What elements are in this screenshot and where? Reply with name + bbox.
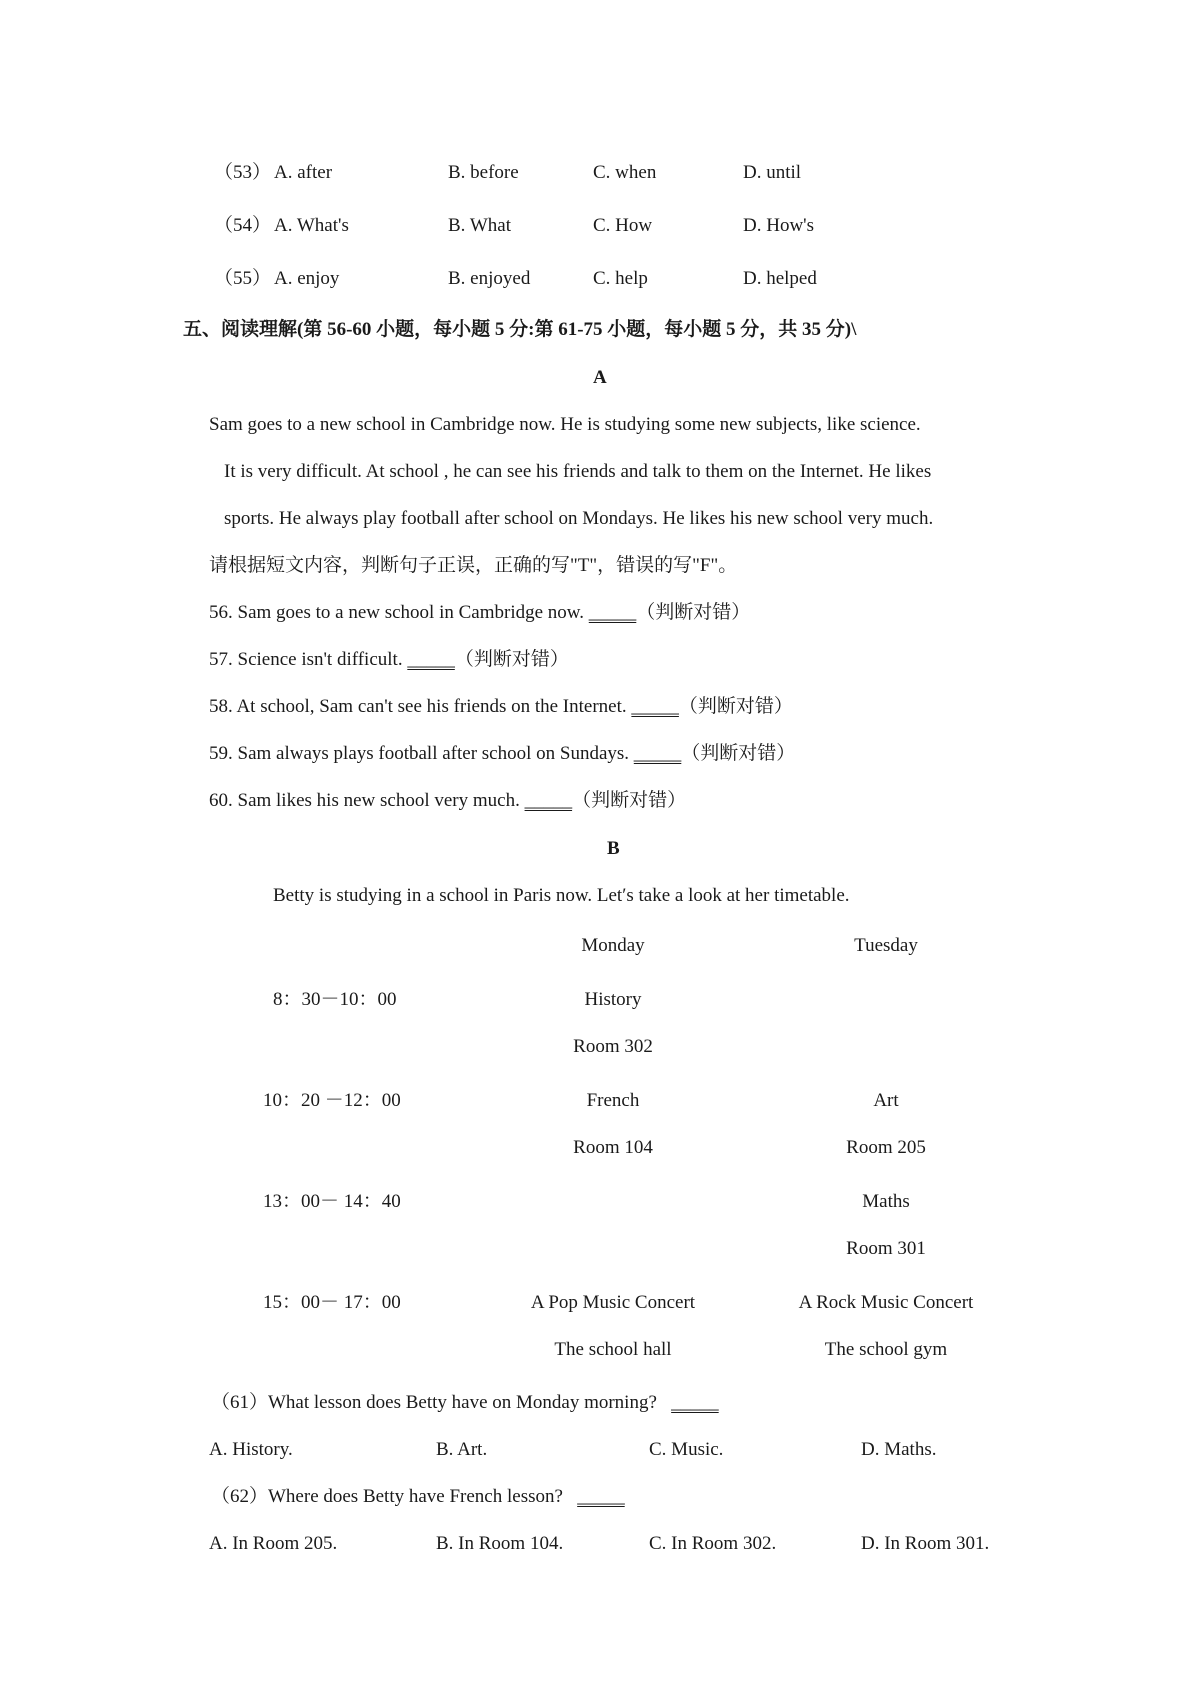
option-d: D. helped bbox=[743, 268, 817, 289]
question-56 bbox=[209, 603, 750, 622]
question-text: 56. Sam goes to a new school in Cambridge now. bbox=[209, 602, 585, 623]
timetable-cell-subject: Maths bbox=[862, 1191, 910, 1212]
option-b[interactable]: B. In Room 104. bbox=[436, 1533, 564, 1554]
timetable-cell-subject: French bbox=[586, 1090, 640, 1111]
question-text: 58. At school, Sam can't see his friends on the Internet. bbox=[209, 696, 627, 717]
timetable-time: 15：00－ 17：00 bbox=[263, 1292, 401, 1313]
timetable-time: 8：30－10：00 bbox=[273, 989, 397, 1010]
option-c[interactable]: C. Music. bbox=[649, 1439, 724, 1460]
question-61 bbox=[211, 1393, 719, 1412]
option-d: D. until bbox=[743, 162, 802, 183]
option-b: B. enjoyed bbox=[448, 268, 531, 289]
question-note: （判断对错） bbox=[678, 696, 793, 717]
passage-a-instruction: 请根据短文内容，判断句子正误，正确的写"T"，错误的写"F"。 bbox=[209, 555, 738, 576]
question-59 bbox=[209, 744, 795, 763]
timetable-cell-subject: History bbox=[584, 989, 642, 1010]
option-a[interactable]: A. In Room 205. bbox=[209, 1533, 338, 1554]
timetable-cell-room: The school hall bbox=[554, 1339, 672, 1360]
answer-blank[interactable]: _____ bbox=[633, 743, 682, 764]
option-a: A. enjoy bbox=[274, 268, 340, 289]
question-stem: （61）What lesson does Betty have on Monday morning? bbox=[211, 1392, 657, 1413]
answer-blank[interactable]: _____ bbox=[588, 602, 637, 623]
option-d[interactable]: D. Maths. bbox=[861, 1439, 937, 1460]
question-note: （判断对错） bbox=[454, 649, 569, 670]
question-57 bbox=[209, 650, 569, 669]
option-d: D. How's bbox=[743, 215, 814, 236]
passage-a-line-3: sports. He always play football after school on Mondays. He likes his new school very much. bbox=[224, 508, 934, 529]
option-c: C. How bbox=[593, 215, 653, 236]
timetable-cell-room: Room 104 bbox=[573, 1137, 653, 1158]
question-text: 60. Sam likes his new school very much. bbox=[209, 790, 520, 811]
option-b: B. before bbox=[448, 162, 519, 183]
answer-blank[interactable]: _____ bbox=[631, 696, 679, 717]
question-number: （54） bbox=[214, 215, 272, 236]
option-a: A. What's bbox=[274, 215, 349, 236]
option-c: C. when bbox=[593, 162, 657, 183]
timetable-time: 13：00－ 14：40 bbox=[263, 1191, 401, 1212]
question-note: （判断对错） bbox=[681, 743, 796, 764]
option-c: C. help bbox=[593, 268, 648, 289]
answer-blank[interactable]: _____ bbox=[407, 649, 455, 670]
timetable-cell-room: Room 302 bbox=[573, 1036, 653, 1057]
option-a[interactable]: A. History. bbox=[209, 1439, 293, 1460]
option-b: B. What bbox=[448, 215, 511, 236]
passage-a-line-1: Sam goes to a new school in Cambridge now. He is studying some new subjects, like science. bbox=[209, 414, 921, 435]
answer-blank[interactable]: _____ bbox=[524, 790, 573, 811]
option-d[interactable]: D. In Room 301. bbox=[861, 1533, 990, 1554]
timetable-cell-subject: A Rock Music Concert bbox=[798, 1292, 974, 1313]
timetable-cell-subject: Art bbox=[873, 1090, 899, 1111]
question-58 bbox=[209, 697, 793, 716]
timetable-cell-room: Room 301 bbox=[846, 1238, 926, 1259]
question-stem: （62）Where does Betty have French lesson? bbox=[211, 1486, 563, 1507]
question-number: （55） bbox=[214, 268, 272, 289]
question-note: （判断对错） bbox=[572, 790, 687, 811]
question-60 bbox=[209, 791, 686, 810]
question-note: （判断对错） bbox=[636, 602, 751, 623]
timetable-cell-room: Room 205 bbox=[846, 1137, 926, 1158]
passage-a-line-2: It is very difficult. At school , he can see his friends and talk to them on the Internet. He likes bbox=[224, 461, 932, 482]
answer-blank[interactable]: _____ bbox=[577, 1486, 625, 1507]
timetable-time: 10：20 －12：00 bbox=[263, 1090, 401, 1111]
passage-b-label: B bbox=[607, 838, 620, 859]
option-b[interactable]: B. Art. bbox=[436, 1439, 488, 1460]
timetable-header-tuesday: Tuesday bbox=[854, 935, 918, 956]
option-a: A. after bbox=[274, 162, 333, 183]
passage-b-intro: Betty is studying in a school in Paris now. Let′s take a look at her timetable. bbox=[273, 885, 850, 906]
timetable-header-monday: Monday bbox=[581, 935, 645, 956]
timetable-cell-room: The school gym bbox=[824, 1339, 948, 1360]
question-text: 59. Sam always plays football after school on Sundays. bbox=[209, 743, 630, 764]
option-c[interactable]: C. In Room 302. bbox=[649, 1533, 777, 1554]
question-text: 57. Science isn't difficult. bbox=[209, 649, 403, 670]
passage-a-label: A bbox=[593, 367, 607, 388]
answer-blank[interactable]: _____ bbox=[671, 1392, 719, 1413]
question-62 bbox=[211, 1487, 625, 1506]
section-title: 五、阅读理解(第 56-60 小题，每小题 5 分:第 61-75 小题，每小题 5 分，共 35 分)\ bbox=[183, 319, 857, 340]
question-number: （53） bbox=[214, 162, 272, 183]
timetable-cell-subject: A Pop Music Concert bbox=[530, 1292, 696, 1313]
